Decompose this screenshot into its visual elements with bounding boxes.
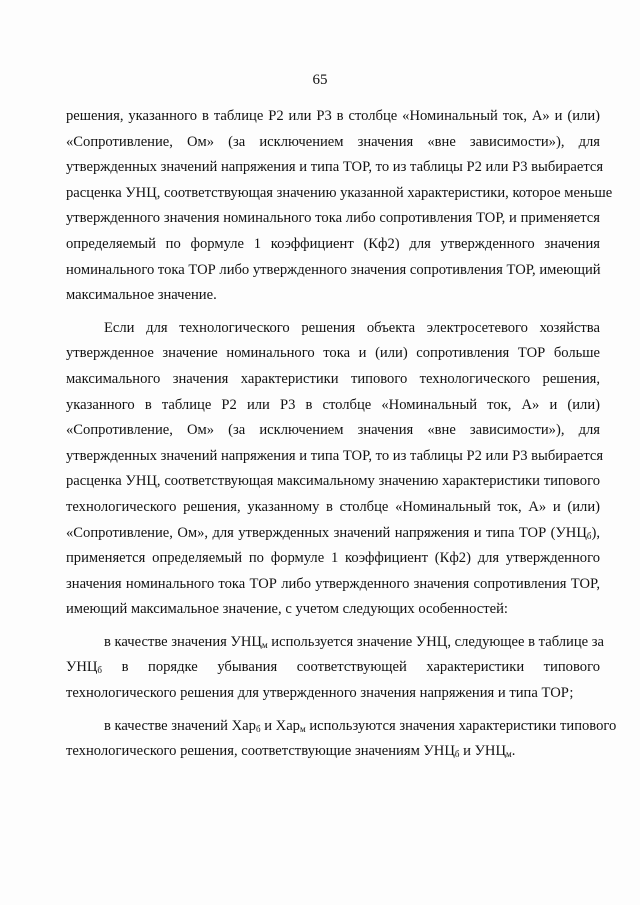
text-line: номинального тока ТОР либо утвержденного значения сопротивления ТОР, имеющий — [66, 261, 601, 278]
text-line: утвержденных значений напряжения и типа ТОР, то из таблицы Р2 или Р3 выбирается — [66, 447, 604, 464]
text-line: «Сопротивление, Ом» (за исключением значения «вне зависимости»), для — [66, 422, 600, 439]
text-line: «Сопротивление, Ом», для утвержденных значений напряжения и типа ТОР $(УНЦ_б)$, — [66, 524, 600, 541]
text-line: утвержденного значения номинального тока либо сопротивления ТОР, и применяется — [66, 210, 600, 227]
text-line: «Сопротивление, Ом» (за исключением значения «вне зависимости»), для — [66, 133, 600, 150]
paragraph — [66, 714, 617, 765]
text-line: решения, указанного в таблице Р2 или Р3 в столбце «Номинальный ток, А» и (или) — [66, 108, 600, 124]
page-number: 65 — [312, 72, 328, 88]
paragraph — [66, 630, 605, 707]
text-line: технологического решения, соответствующие значениям $УНЦ_б$ и $УНЦ_м$. — [66, 743, 516, 760]
document-body — [66, 104, 617, 765]
text-line: Если для технологического решения объекта электросетевого хозяйства — [104, 319, 600, 336]
text-line: утвержденных значений напряжения и типа ТОР, то из таблицы Р2 или Р3 выбирается — [66, 159, 604, 176]
text-line: значения номинального тока ТОР либо утвержденного значения сопротивления ТОР, — [66, 575, 600, 592]
text-line: технологического решения, указанному в столбце «Номинальный ток, А» и (или) — [66, 498, 600, 515]
text-line: в качестве значений Хар$_б$ и Хар$_м$ используются значения характеристики типового — [104, 717, 617, 734]
paragraph — [66, 104, 613, 309]
text-line: утвержденное значение номинального тока и (или) сопротивления ТОР больше — [66, 345, 600, 362]
text-line: расценка УНЦ, соответствующая максимальному значению характеристики типового — [66, 473, 600, 490]
text-line: технологического решения для утвержденного значения напряжения и типа ТОР; — [66, 685, 574, 702]
text-line: имеющий максимальное значение, с учетом следующих особенностей: — [66, 601, 508, 618]
text-line: $УНЦ_б$ в порядке убывания соответствующей характеристики типового — [66, 659, 600, 676]
text-line: применяется определяемый по формуле 1 коэффициент (Кф2) для утвержденного — [66, 550, 600, 567]
text-line: в качестве значения $УНЦ_м$ используется значение УНЦ, следующее в таблице за — [104, 633, 605, 650]
paragraph — [66, 316, 604, 623]
text-line: указанного в таблице Р2 или Р3 в столбце «Номинальный ток, А» и (или) — [66, 396, 600, 413]
text-line: максимального значения характеристики типового технологического решения, — [66, 370, 600, 387]
text-line: расценка УНЦ, соответствующая значению указанной характеристики, которое меньше — [66, 184, 613, 201]
text-line: максимальное значение. — [66, 287, 217, 304]
text-line: определяемый по формуле 1 коэффициент (Кф2) для утвержденного значения — [66, 235, 600, 252]
